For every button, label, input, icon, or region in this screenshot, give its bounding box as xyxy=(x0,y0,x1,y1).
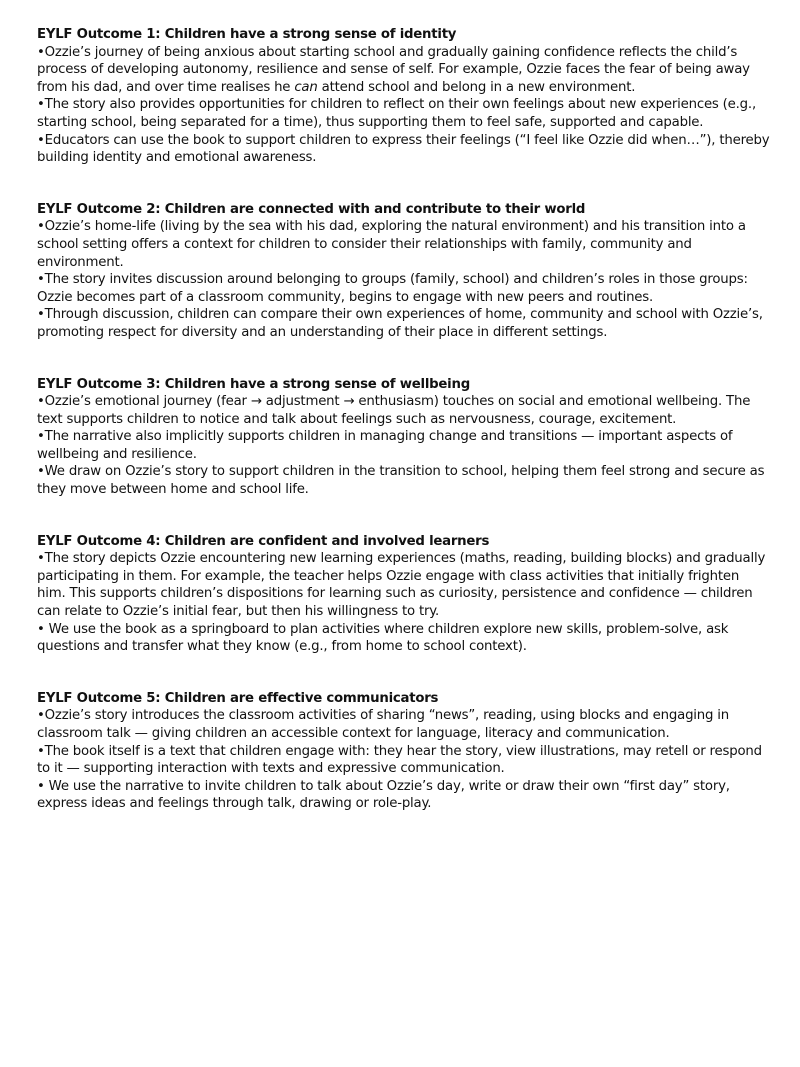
outcome-2-heading: EYLF Outcome 2: Children are connected with and contribute to their world xyxy=(37,201,586,217)
outcome-4-heading: EYLF Outcome 4: Children are confident and involved learners xyxy=(37,533,490,549)
outcome-2-section xyxy=(37,201,770,342)
outcome-3-section xyxy=(37,376,770,499)
document-page xyxy=(37,26,770,847)
outcome-2-bullet-1: •Ozzie’s home-life (living by the sea with his dad, exploring the natural environment) and his transition into a school setting offers a context for children to consider their relationships with family, community and environment. xyxy=(37,219,746,270)
outcome-4-bullet-1: •The story depicts Ozzie encountering new learning experiences (maths, reading, building blocks) and gradually participating in them. For example, the teacher helps Ozzie engage with class activities that initially frighten him. This supports children’s dispositions for learning such as curiosity, persistence and confidence — children can relate to Ozzie’s initial fear, but then his willingness to try. xyxy=(37,551,766,620)
outcome-5-heading: EYLF Outcome 5: Children are effective communicators xyxy=(37,690,439,706)
outcome-3-heading: EYLF Outcome 3: Children have a strong sense of wellbeing xyxy=(37,376,470,392)
outcome-1-bullet-2: •The story also provides opportunities for children to reflect on their own feelings about new experiences (e.g., starting school, being separated for a time), thus supporting them to feel safe, supported and capable. xyxy=(37,97,756,130)
outcome-5-bullet-2: •The book itself is a text that children engage with: they hear the story, view illustrations, may retell or respond to it — supporting interaction with texts and expressive communication. xyxy=(37,743,762,777)
outcome-3-bullet-1: •Ozzie’s emotional journey (fear → adjustment → enthusiasm) touches on social and emotional wellbeing. The text supports children to notice and talk about feelings such as nervousness, courage, excitement. xyxy=(37,394,751,427)
outcome-5-bullet-1: •Ozzie’s story introduces the classroom activities of sharing “news”, reading, using blocks and engaging in classroom talk — giving children an accessible context for language, literacy and communication. xyxy=(37,708,730,741)
outcome-4-section xyxy=(37,533,770,656)
outcome-5-bullet-3: • We use the narrative to invite children to talk about Ozzie’s day, write or draw their own “first day” story, express ideas and feelings through talk, drawing or role-play. xyxy=(37,778,730,812)
outcome-1-bullet-1-text-after: attend school and belong in a new environment. xyxy=(317,79,636,95)
outcome-4-bullet-2: • We use the book as a springboard to plan activities where children explore new skills, problem-solve, ask questions and transfer what they know (e.g., from home to school context). xyxy=(37,621,729,655)
outcome-3-bullet-2: •The narrative also implicitly supports children in managing change and transitions — important aspects of wellbeing and resilience. xyxy=(37,429,733,462)
outcome-1-heading: EYLF Outcome 1: Children have a strong sense of identity xyxy=(37,27,457,42)
outcome-2-bullet-3: •Through discussion, children can compare their own experiences of home, community and school with Ozzie’s, promoting respect for diversity and an understanding of their place in different settings. xyxy=(37,307,763,340)
outcome-5-section xyxy=(37,690,770,813)
outcome-1-section xyxy=(37,26,770,167)
outcome-1-bullet-1 xyxy=(37,44,770,97)
outcome-1-bullet-3: •Educators can use the book to support children to express their feelings (“I feel like Ozzie did when…”), thereby building identity and emotional awareness. xyxy=(37,132,770,166)
outcome-1-bullet-1-emphasis: can xyxy=(294,79,318,95)
outcome-3-bullet-3: •We draw on Ozzie’s story to support children in the transition to school, helping them feel strong and secure as they move between home and school life. xyxy=(37,464,765,498)
outcome-2-bullet-2: •The story invites discussion around belonging to groups (family, school) and children’s roles in those groups: Ozzie becomes part of a classroom community, begins to engage with new peers and routines. xyxy=(37,272,748,305)
outcome-1-bullet-1-text-before: •Ozzie’s journey of being anxious about starting school and gradually gaining confidence reflects the child’s process of developing autonomy, resilience and sense of self. For example, Ozzie faces the fear of being away from his dad, and over time realises he xyxy=(37,44,750,95)
